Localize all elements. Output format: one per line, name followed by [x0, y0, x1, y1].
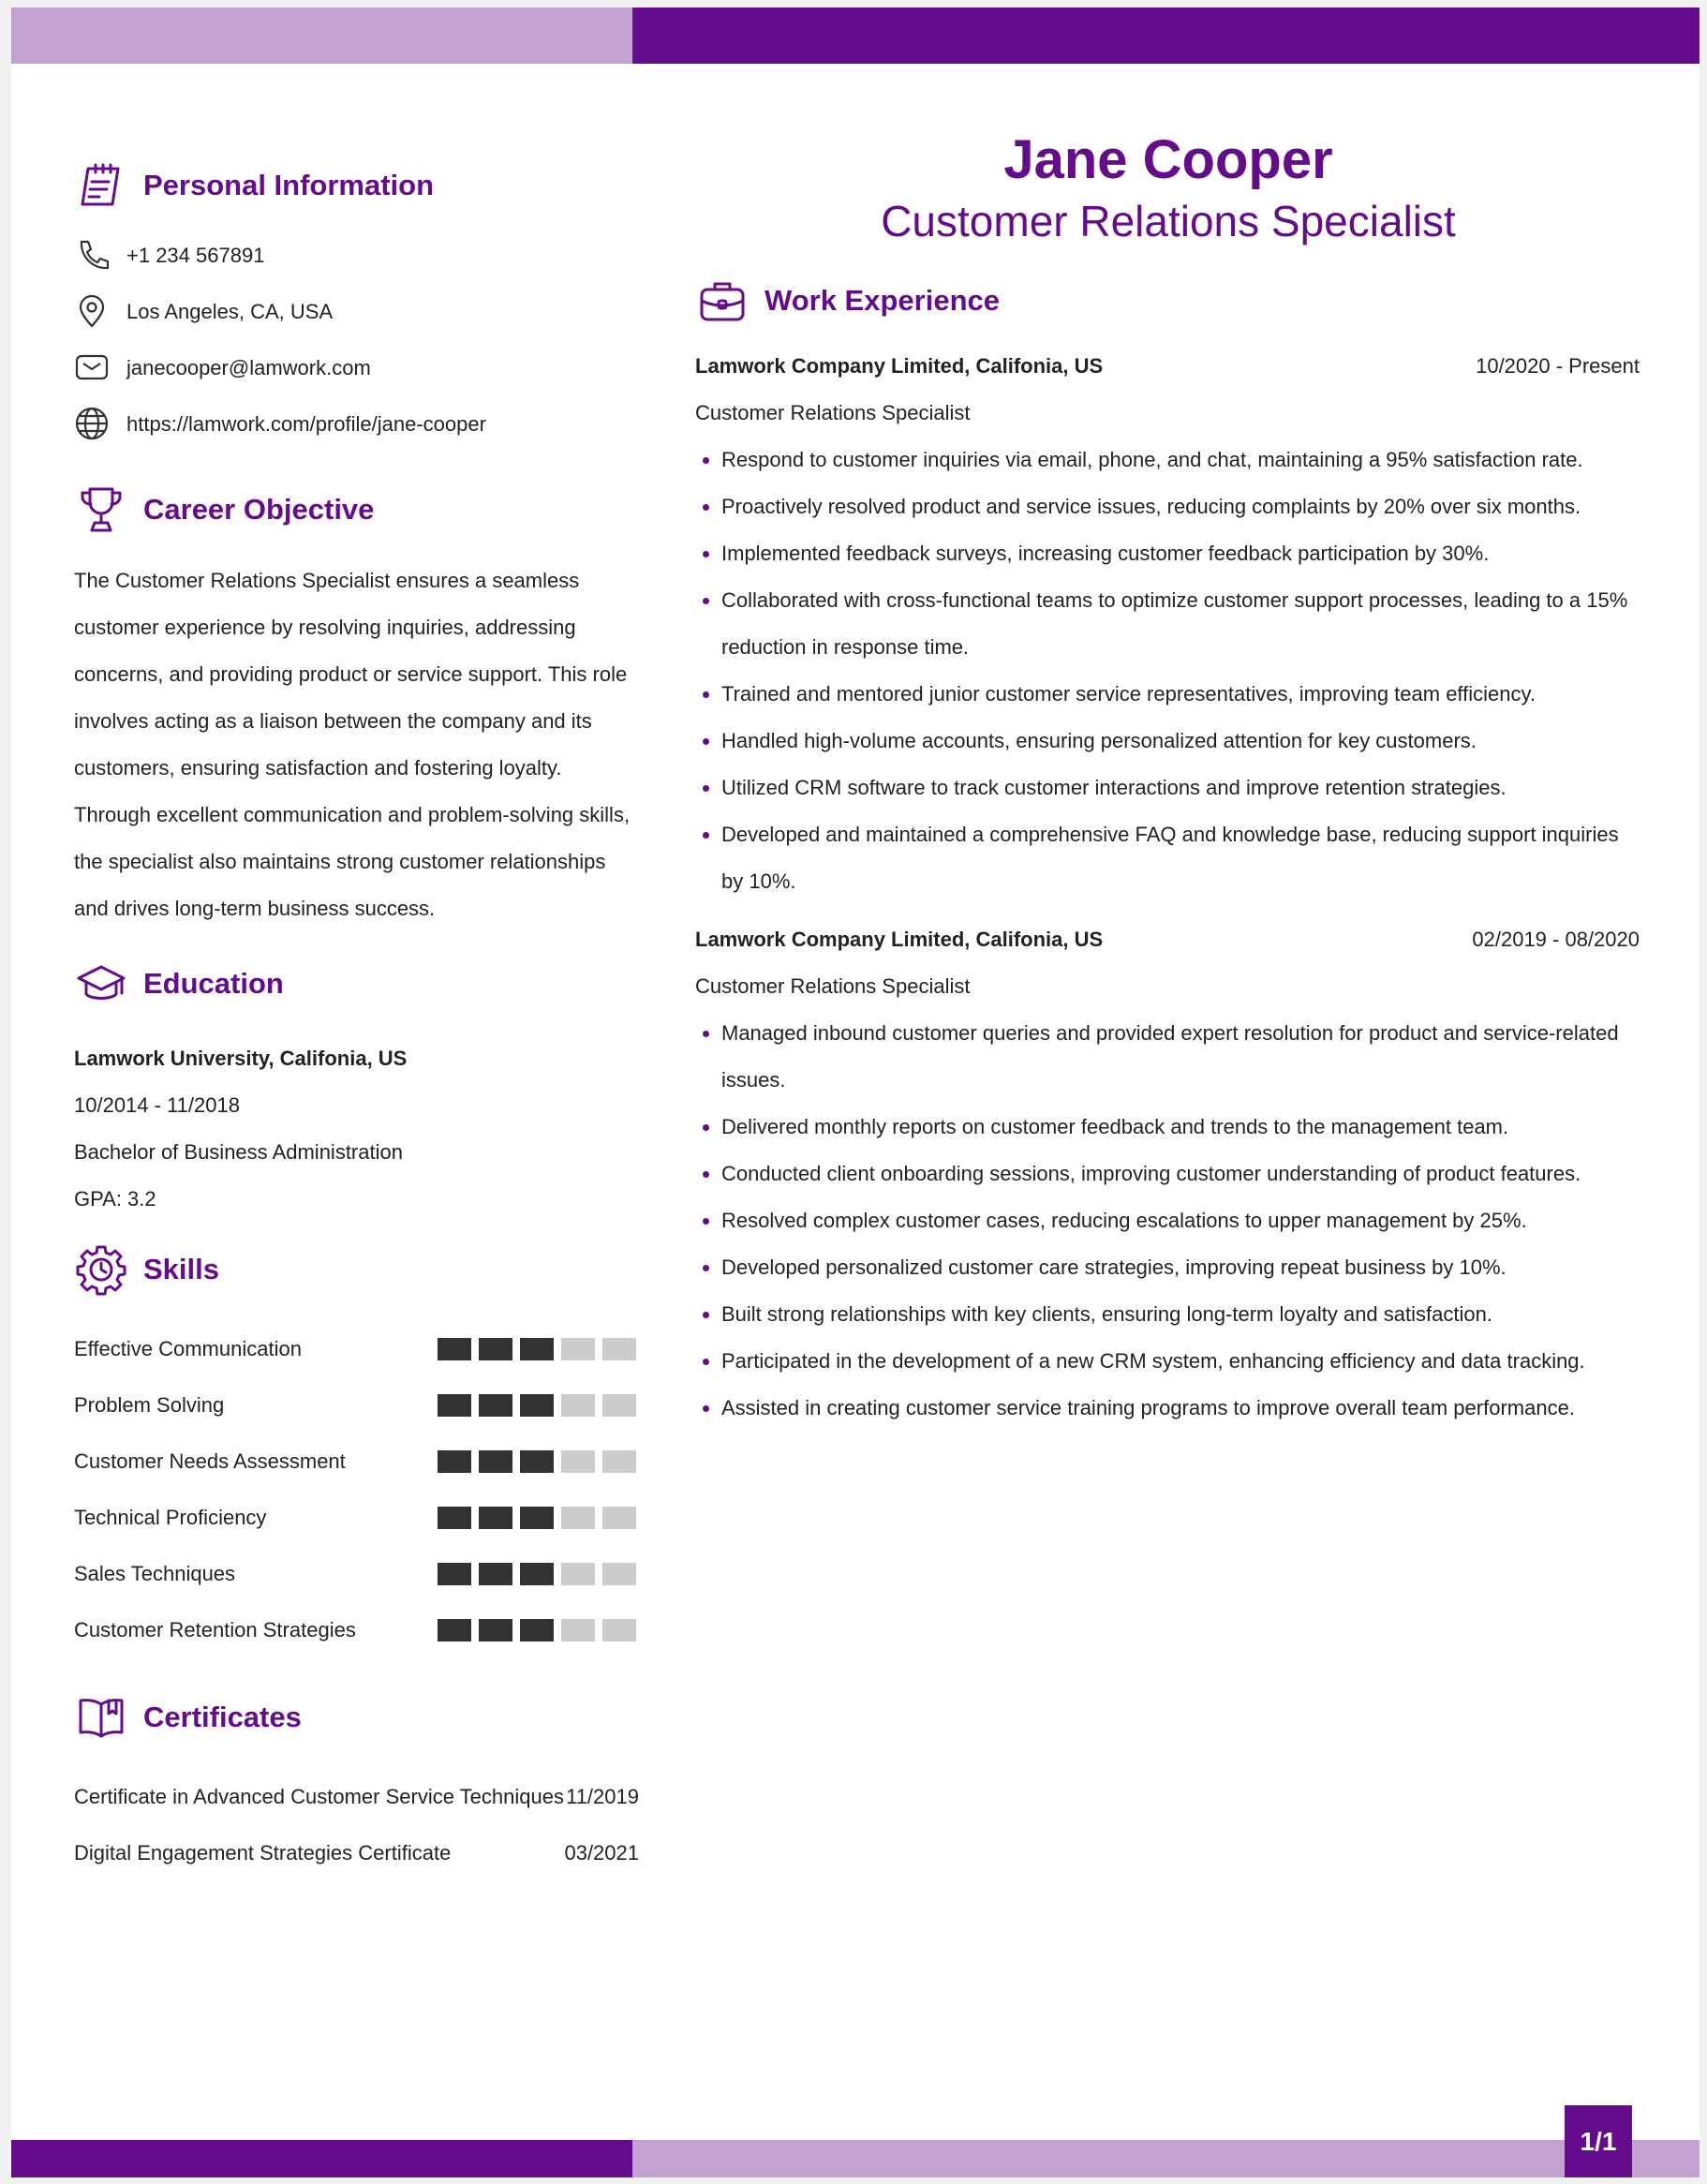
contact-location — [74, 284, 641, 340]
skill-level-empty — [561, 1338, 595, 1360]
skill-level-empty — [561, 1394, 595, 1417]
skill-level-empty — [561, 1450, 595, 1473]
career-objective-text: The Customer Relations Specialist ensures a seamless customer experience by resolving inquiries, addressing concerns, and providing product or service support. This role involves acting as a liaison between the company and its customers, ensuring satisfaction and fostering loyalty. Through excellent communication and problem-solving skills, the specialist also maintains strong customer relationships and drives long-term business success. — [74, 569, 631, 920]
right-column — [695, 127, 1641, 1432]
skill-name: Sales Techniques — [74, 1562, 236, 1585]
email-link[interactable]: janecooper@lamwork.com — [126, 356, 371, 379]
skill-level-empty — [561, 1619, 595, 1642]
certificate-name: Digital Engagement Strategies Certificate — [74, 1841, 452, 1865]
skill-level-filled — [438, 1394, 471, 1417]
job-duty-item: • Assisted in creating customer service training programs to improve overall team performance. — [721, 1385, 1640, 1432]
skill-level-empty — [602, 1619, 636, 1642]
trophy-icon — [74, 483, 128, 537]
job-duty-item: • Proactively resolved product and service issues, reducing complaints by 20% over six months. — [721, 483, 1640, 530]
skill-row — [74, 1546, 636, 1602]
top-bar-dark — [632, 7, 1700, 64]
location-pin-icon — [74, 293, 111, 331]
candidate-name: Jane Cooper — [1003, 129, 1333, 190]
job-duty-item: • Implemented feedback surveys, increasing customer feedback participation by 30%. — [721, 530, 1640, 577]
page-number-badge: 1/1 — [1565, 2105, 1632, 2177]
contact-website — [74, 396, 641, 453]
location-text: Los Angeles, CA, USA — [126, 300, 334, 323]
skill-rating — [438, 1563, 636, 1585]
skill-level-filled — [479, 1619, 512, 1642]
education-gpa: GPA: 3.2 — [74, 1187, 156, 1211]
skill-row — [74, 1602, 636, 1658]
job-duty-item: • Collaborated with cross-functional teams to optimize customer support processes, leading to a 15% reduction in response time. — [721, 577, 1640, 671]
section-title: Certificates — [143, 1701, 302, 1733]
job-duties-list — [695, 1010, 1640, 1432]
job-position: Customer Relations Specialist — [695, 401, 971, 424]
education-degree: Bachelor of Business Administration — [74, 1140, 403, 1164]
skill-row — [74, 1321, 636, 1377]
graduation-cap-icon — [74, 957, 128, 1011]
certificate-row — [74, 1769, 639, 1825]
skill-level-filled — [438, 1507, 471, 1529]
skill-rating — [438, 1619, 636, 1642]
work-experience-header — [695, 268, 1641, 334]
skill-level-empty — [602, 1394, 636, 1417]
section-title: Education — [143, 967, 284, 1000]
section-title: Career Objective — [143, 493, 375, 526]
skill-level-filled — [479, 1563, 512, 1585]
job-header — [695, 916, 1640, 963]
globe-icon — [74, 406, 111, 443]
skill-level-empty — [561, 1507, 595, 1529]
skill-level-empty — [602, 1450, 636, 1473]
section-title: Personal Information — [143, 169, 435, 201]
skill-level-filled — [520, 1338, 554, 1360]
gear-clock-icon — [74, 1242, 128, 1297]
mail-icon — [74, 349, 111, 387]
section-title: Work Experience — [764, 284, 1000, 317]
certificates-list — [74, 1769, 641, 1881]
skill-row — [74, 1377, 636, 1434]
job-dates: 02/2019 - 08/2020 — [1472, 928, 1640, 951]
job-duty-item: • Handled high-volume accounts, ensuring personalized attention for key customers. — [721, 718, 1640, 765]
skills-header — [74, 1237, 641, 1302]
skill-name: Effective Communication — [74, 1337, 302, 1360]
certificate-date: 03/2021 — [564, 1841, 639, 1865]
skill-level-empty — [602, 1563, 636, 1585]
job-duty-item: • Respond to customer inquiries via email, phone, and chat, maintaining a 95% satisfaction rate. — [721, 437, 1640, 483]
candidate-role: Customer Relations Specialist — [881, 197, 1456, 245]
job-duty-item: • Developed and maintained a comprehensive FAQ and knowledge base, reducing support inquiries by 10%. — [721, 811, 1640, 905]
job-duty-item: • Built strong relationships with key clients, ensuring long-term loyalty and satisfaction. — [721, 1291, 1640, 1338]
job-duty-item: • Developed personalized customer care strategies, improving repeat business by 10%. — [721, 1244, 1640, 1291]
skill-level-filled — [479, 1394, 512, 1417]
skill-name: Technical Proficiency — [74, 1506, 267, 1529]
notepad-icon — [74, 158, 128, 213]
job-duty-item: • Trained and mentored junior customer service representatives, improving team efficiency. — [721, 671, 1640, 718]
certificate-date: 11/2019 — [566, 1785, 639, 1808]
skill-rating — [438, 1450, 636, 1473]
job-header — [695, 343, 1640, 390]
briefcase-icon — [695, 274, 750, 328]
job-duties-list — [695, 437, 1640, 905]
job-duty-item: • Utilized CRM software to track customer interactions and improve retention strategies. — [721, 765, 1640, 811]
certificate-row — [74, 1825, 639, 1881]
skill-rating — [438, 1507, 636, 1529]
education-school: Lamwork University, Califonia, US — [74, 1047, 408, 1070]
resume-page — [11, 7, 1700, 2177]
skill-row — [74, 1434, 636, 1490]
skill-level-empty — [602, 1338, 636, 1360]
top-bar-light — [11, 7, 632, 64]
skill-level-filled — [479, 1338, 512, 1360]
education-dates: 10/2014 - 11/2018 — [74, 1093, 240, 1117]
personal-info-header — [74, 153, 641, 218]
job-position: Customer Relations Specialist — [695, 974, 971, 998]
job-company: Lamwork Company Limited, Califonia, US — [695, 928, 1104, 951]
skill-level-filled — [438, 1619, 471, 1642]
skill-level-filled — [520, 1507, 554, 1529]
job-duty-item: • Delivered monthly reports on customer feedback and trends to the management team. — [721, 1104, 1640, 1151]
skill-level-filled — [479, 1507, 512, 1529]
contact-email — [74, 340, 641, 396]
section-title: Skills — [143, 1253, 219, 1285]
bottom-bar-dark — [11, 2140, 632, 2177]
skill-level-filled — [438, 1450, 471, 1473]
certificates-header — [74, 1685, 641, 1750]
book-bookmark-icon — [74, 1690, 128, 1745]
job-duty-item: • Managed inbound customer queries and provided expert resolution for product and service-related issues. — [721, 1010, 1640, 1104]
job-duty-item: • Participated in the development of a new CRM system, enhancing efficiency and data tracking. — [721, 1338, 1640, 1385]
career-objective-header — [74, 477, 641, 542]
skill-rating — [438, 1394, 636, 1417]
skill-level-filled — [438, 1563, 471, 1585]
website-link[interactable]: https://lamwork.com/profile/jane-cooper — [126, 412, 486, 436]
skill-name: Customer Retention Strategies — [74, 1618, 356, 1642]
skills-list — [74, 1321, 641, 1658]
skill-rating — [438, 1338, 636, 1360]
skill-level-empty — [561, 1563, 595, 1585]
skill-row — [74, 1490, 636, 1546]
job-duty-item: • Conducted client onboarding sessions, improving customer understanding of product features. — [721, 1151, 1640, 1197]
job-company: Lamwork Company Limited, Califonia, US — [695, 354, 1104, 378]
skill-level-filled — [438, 1338, 471, 1360]
skill-name: Customer Needs Assessment — [74, 1449, 346, 1473]
education-header — [74, 951, 641, 1017]
skill-level-empty — [602, 1507, 636, 1529]
left-column — [74, 153, 641, 1881]
jobs-list — [695, 343, 1641, 1432]
skill-level-filled — [520, 1450, 554, 1473]
skill-name: Problem Solving — [74, 1393, 225, 1417]
phone-text: +1 234 567891 — [126, 244, 265, 267]
skill-level-filled — [520, 1394, 554, 1417]
certificate-name: Certificate in Advanced Customer Service Techniques — [74, 1785, 564, 1808]
job-duty-item: • Resolved complex customer cases, reducing escalations to upper management by 25%. — [721, 1197, 1640, 1244]
skill-level-filled — [520, 1563, 554, 1585]
skill-level-filled — [520, 1619, 554, 1642]
job-dates: 10/2020 - Present — [1476, 354, 1640, 378]
bottom-bar-light — [632, 2140, 1700, 2177]
skill-level-filled — [479, 1450, 512, 1473]
phone-icon — [74, 237, 111, 275]
contact-phone — [74, 228, 641, 284]
